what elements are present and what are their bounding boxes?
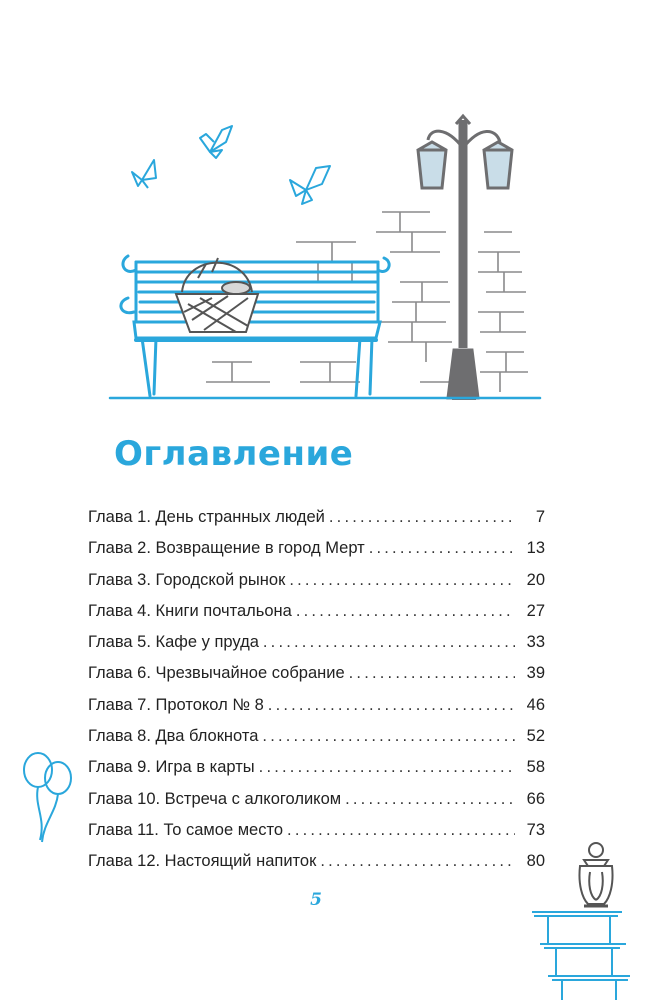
dot-leader <box>259 758 515 777</box>
page-title: Оглавление <box>114 434 354 474</box>
toc-entry-ch3[interactable] <box>88 571 545 602</box>
dot-leader <box>268 696 515 715</box>
toc-entry-page: 58 <box>526 758 545 777</box>
toc-entry-title: Глава 11. То самое место <box>88 820 284 839</box>
butterfly-icon <box>290 166 330 204</box>
table-of-contents <box>88 508 545 884</box>
toc-entry-title: Глава 2. Возвращение в город Мерт <box>88 539 365 558</box>
toc-entry-page: 66 <box>526 789 545 808</box>
toc-entry-page: 27 <box>526 601 545 620</box>
toc-entry-ch12[interactable] <box>88 852 545 883</box>
toc-entry-title: Глава 9. Игра в карты <box>88 758 255 777</box>
toc-entry-page: 20 <box>526 570 545 589</box>
toc-entry-ch5[interactable] <box>88 633 545 664</box>
toc-entry-ch4[interactable] <box>88 602 545 633</box>
toc-entry-ch8[interactable] <box>88 727 545 758</box>
toc-entry-page: 80 <box>526 852 545 871</box>
toc-entry-title: Глава 7. Протокол № 8 <box>88 695 264 714</box>
toc-entry-ch7[interactable] <box>88 696 545 727</box>
toc-entry-page: 46 <box>526 695 545 714</box>
toc-entry-page: 39 <box>526 664 545 683</box>
toc-entry-title: Глава 4. Книги почтальона <box>88 601 292 620</box>
balloons-icon <box>24 753 71 842</box>
toc-entry-title: Глава 3. Городской рынок <box>88 570 286 589</box>
dot-leader <box>289 571 515 590</box>
toc-entry-ch1[interactable] <box>88 508 545 539</box>
toc-entry-title: Глава 10. Встреча с алкоголиком <box>88 789 342 808</box>
dot-leader <box>287 821 515 840</box>
toc-entry-page: 13 <box>526 539 545 558</box>
dot-leader <box>296 602 515 621</box>
toc-entry-ch11[interactable] <box>88 821 545 852</box>
toc-entry-title: Глава 5. Кафе у пруда <box>88 633 259 652</box>
butterfly-icon <box>200 126 232 158</box>
toc-entry-title: Глава 6. Чрезвычайное собрание <box>88 664 345 683</box>
butterfly-icon <box>132 160 156 188</box>
picnic-basket-icon <box>176 258 258 332</box>
dot-leader <box>369 539 515 558</box>
dot-leader <box>320 852 515 871</box>
toc-entry-ch10[interactable] <box>88 790 545 821</box>
dot-leader <box>329 508 515 527</box>
toc-entry-title: Глава 8. Два блокнота <box>88 727 259 746</box>
toc-entry-page: 73 <box>526 820 545 839</box>
toc-entry-ch9[interactable] <box>88 758 545 789</box>
toc-entry-page: 33 <box>526 633 545 652</box>
dot-leader <box>262 727 515 746</box>
toc-entry-title: Глава 1. День странных людей <box>88 508 325 526</box>
page-number: 5 <box>310 890 322 910</box>
toc-entry-page: 52 <box>526 727 545 746</box>
dot-leader <box>345 790 515 809</box>
lantern-icon <box>579 843 612 906</box>
dot-leader <box>263 633 515 652</box>
toc-entry-ch2[interactable] <box>88 539 545 570</box>
dot-leader <box>349 664 515 683</box>
toc-entry-page: 7 <box>535 508 545 526</box>
steps-icon <box>532 912 630 1000</box>
toc-entry-ch6[interactable] <box>88 664 545 695</box>
toc-entry-title: Глава 12. Настоящий напиток <box>88 852 317 871</box>
